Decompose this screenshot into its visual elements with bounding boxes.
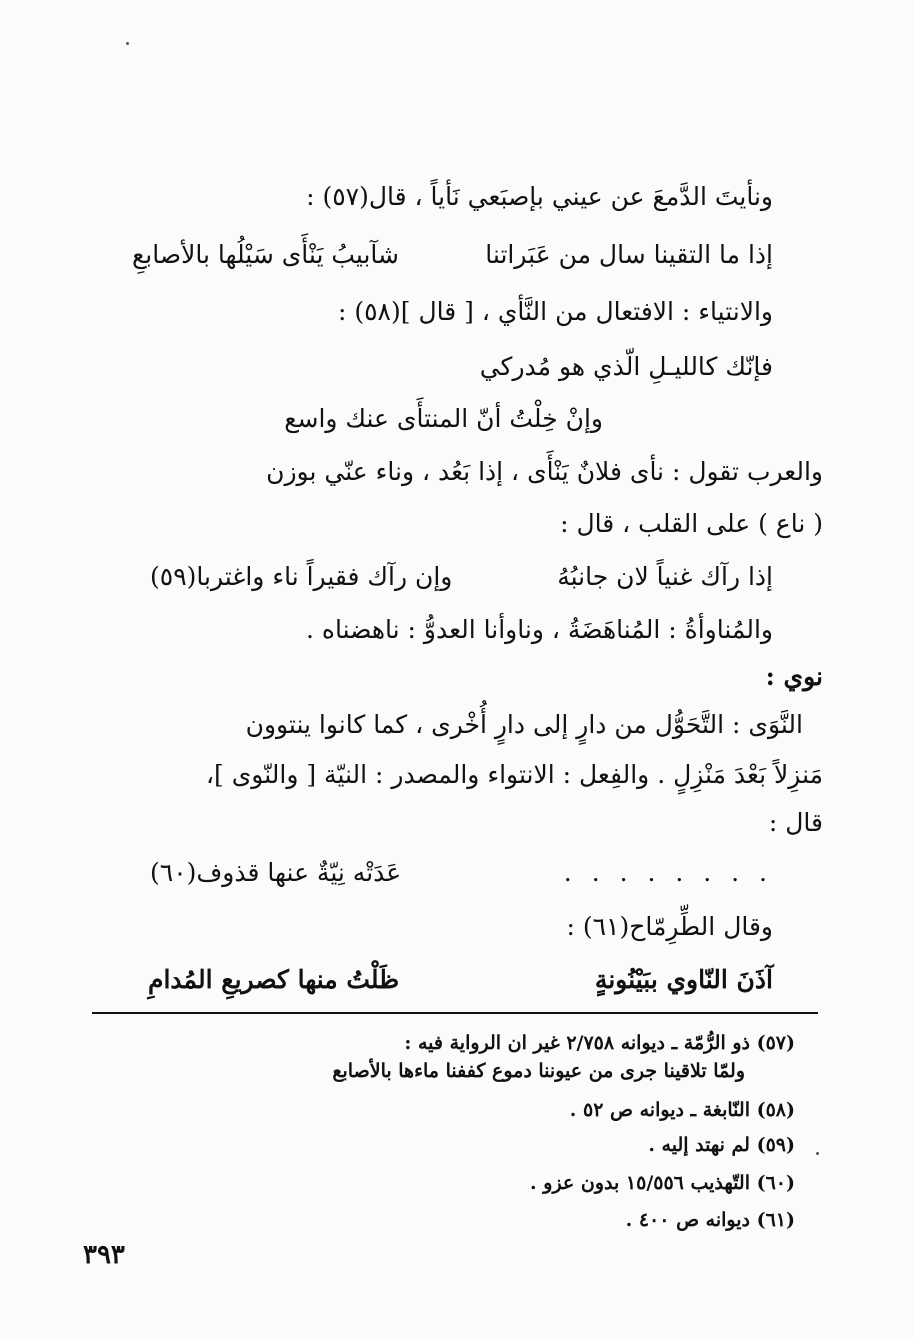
verse-hemistich-right: آذَنَ النّاوي ببَيْنُونةٍ — [594, 965, 773, 994]
verse-hemistich-left: عَدَتْه نِيّةٌ عنها قذوف(٦٠) — [150, 858, 402, 887]
footnote: (٦٠) التّهذيب ١٥/٥٥٦ بدون عزو . — [530, 1172, 795, 1194]
text-line: قال : — [768, 808, 823, 837]
verse-hemistich-right: إذا رآك غنياً لان جانبُهُ — [557, 562, 773, 591]
text-line: ونأيتَ الدَّمعَ عن عيني بإصبَعي نَأياً ، قال(٥٧) : — [306, 182, 773, 211]
text-line: ( ناع ) على القلب ، قال : — [560, 509, 823, 538]
footnote: (٥٨) النّابغة ـ ديوانه ص ٥٢ . — [569, 1099, 795, 1121]
text-line: النَّوَى : التَّحَوُّل من دارٍ إلى دارٍ أُخْرى ، كما كانوا ينتوون — [245, 710, 803, 739]
footnote-divider — [92, 1012, 818, 1014]
scan-speck — [126, 42, 129, 45]
text-line: والمُناوأةُ : المُناهَضَةُ ، وناوأنا العدوُّ : ناهضناه . — [305, 615, 773, 644]
verse-hemistich-right: إذا ما التقينا سال من عَبَراتنا — [485, 240, 773, 269]
text-line: مَنزِلاً بَعْدَ مَنْزِلٍ . والفِعل : الانتواء والمصدر : النيّة [ والنّوى ]، — [205, 760, 823, 789]
footnote: (٥٩) لم نهتد إليه . — [648, 1134, 795, 1156]
text-line: والعرب تقول : نأى فلانٌ يَنْأَى ، إذا بَعُد ، وناء عنّي بوزن — [266, 457, 823, 486]
verse-hemistich-left: وإن رآك فقيراً ناء واغتربا(٥٩) — [150, 562, 453, 591]
footnote: (٦١) ديوانه ص ٤٠٠ . — [625, 1209, 795, 1231]
text-line: والانتياء : الافتعال من النَّأي ، [ قال ](٥٨) : — [338, 297, 773, 326]
page-number: ٣٩٣ — [83, 1240, 125, 1270]
verse-hemistich-left: شآبيبُ يَنْأَى سَيْلُها بالأصابعِ — [132, 240, 399, 269]
verse-hemistich-right: فإنّك كالليـلِ الّذي هو مُدركي — [479, 352, 773, 381]
footnote: (٥٧) ذو الرُّمّة ـ ديوانه ٢/٧٥٨ غير ان الرواية فيه : — [404, 1032, 795, 1054]
verse-hemistich-left: ظَلْتُ منها كصريعِ المُدامِ — [148, 965, 400, 994]
footnote-verse: ولمّا تلاقينا جرى من عيوننا دموع كففنا ماءها بالأصابع — [332, 1060, 745, 1082]
scan-speck — [816, 1152, 819, 1155]
entry-heading: نوي : — [765, 662, 823, 691]
verse-ellipsis: . . . . . . . . — [563, 858, 773, 887]
text-line: وقال الطِّرِمّاح(٦١) : — [566, 912, 773, 941]
verse-hemistich-left: وإنْ خِلْتُ أنّ المنتأَى عنك واسع — [284, 404, 603, 433]
